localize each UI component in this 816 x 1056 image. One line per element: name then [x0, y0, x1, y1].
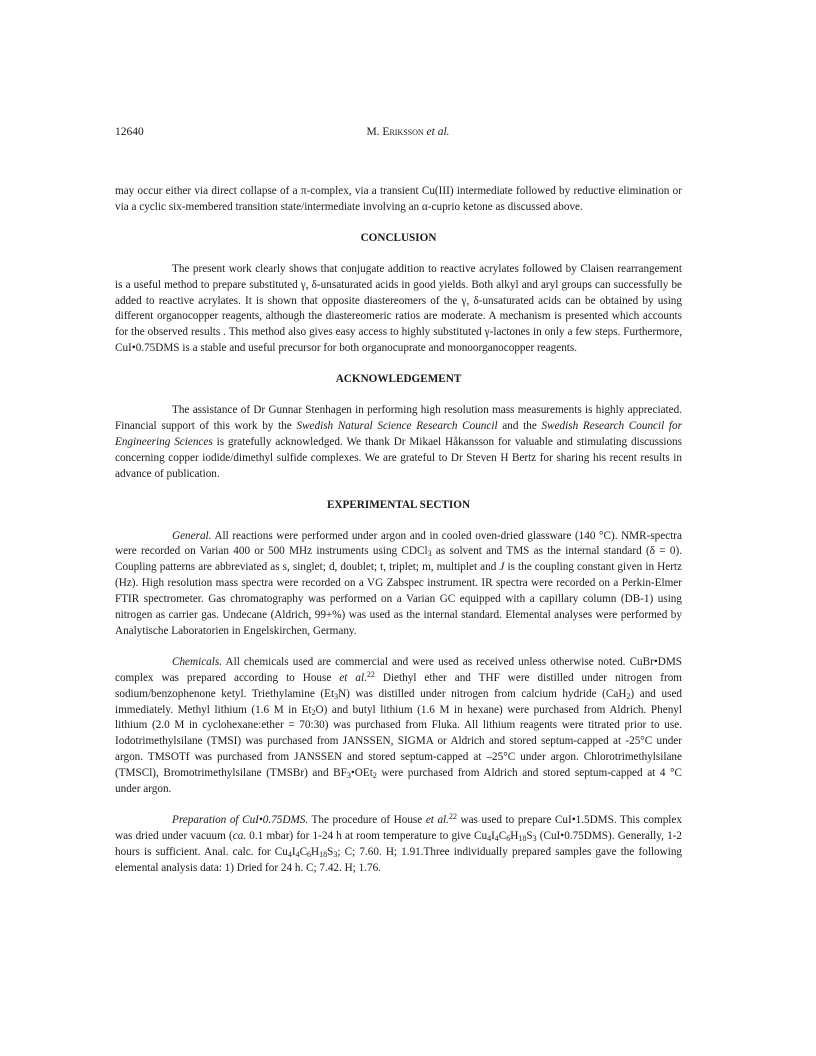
conclusion-paragraph: The present work clearly shows that conjugate addition to reactive acrylates followed by Claisen rearrangement is a useful method to prepare substituted γ, δ-unsaturated acids in good yields. Both alkyl and aryl groups can successfully be added to reactive acrylates. It is shown that opposite diastereomers of the γ, δ-unsaturated acids can be obtained by using different organocopper reagents, although the diastereomeric ratios are moderate. A mechanism is presented which accounts for the observed results . This method also gives easy access to highly substituted γ-lactones in only a few steps. Furthermore, CuI•0.75DMS is a stable and useful precursor for both organocuprate and monoorganocopper reagents.: [115, 262, 682, 355]
article-body: [115, 184, 682, 877]
author-initial: M. E: [366, 126, 390, 138]
page-header: [115, 126, 701, 142]
reference-22: 22: [448, 812, 457, 821]
acknowledgement-heading: ACKNOWLEDGEMENT: [335, 373, 462, 386]
author-surname-rest: riksson: [389, 126, 424, 138]
chemicals-paragraph: Chemicals. All chemicals used are commercial and were used as received unless otherwise noted. CuBr•DMS complex was prepared according to House et al.$^{22}$ Diethyl ether and THF were distilled under nitrogen from sodium/benzophenone ketyl. Triethylamine $(Et_3N)$ was distilled under nitrogen from calcium hydride (CaH$_2$) and used immediately. Methyl lithium (1.6 M in $Et_2O$) and butyl lithium (1.6 M in hexane) were purchased from Aldrich. Phenyl lithium (2.0 M in cyclohexane:ether = 70:30) was purchased from Fluka. All lithium reagents were titrated prior to use. Iodotrimethylsilane (TMSI) was purchased from JANSSEN, SIGMA or Aldrich and stored septum-capped at -25°C under argon. TMSOTf was purchased from JANSSEN and stored septum-capped at –25°C under argon. Chlorotrimethylsilane (TMSCl), Bromotrimethylsilane (TMSBr) and $BF_3•OEt_2$ were purchased from Aldrich and stored septum-capped at 4 °C under argon.: [115, 655, 682, 796]
funding-agency-1: Swedish Natural Science Research Council: [296, 419, 498, 432]
conclusion-heading: CONCLUSION: [360, 231, 437, 244]
reference-22: 22: [366, 669, 375, 679]
page-number: 12640: [115, 126, 144, 138]
preparation-paragraph: Preparation of CuI•0.75DMS. The procedure of House et al.$^{22}$ was used to prepare CuI•1.5DMS. This complex was dried under vacuum (ca. 0.1 mbar) for 1-24 h at room temperature to give $Cu_4I_4C_6H_{18}S_3$ (CuI•0.75DMS). Generally, 1-2 hours is sufficient. Anal. calc. for $Cu_4I_4C_6H_{18}S_3$; C; 7.60. H; 1.91.Three individually prepared samples gave the following elemental analysis data: 1) Dried for 24 h. C; 7.42. H; 1.76.: [115, 812, 683, 874]
funding-agency-2: Swedish Research Council for Engineering Sciences: [115, 419, 682, 448]
experimental-heading: EXPERIMENTAL SECTION: [326, 498, 471, 511]
running-head: [115, 126, 701, 138]
general-label: General.: [172, 529, 212, 542]
acknowledgement-paragraph: The assistance of Dr Gunnar Stenhagen in performing high resolution mass measurements is highly appreciated. Financial support of this work by the Swedish Natural Science Research Council and the Swedish Research Council for Engineering Sciences is gratefully acknowledged. We thank Dr Mikael Håkansson for valuable and stimulating discussions concerning copper iodide/dimethyl sulfide complexes. We are grateful to Dr Steven H Bertz for sharing his recent results in advance of publication.: [115, 404, 682, 480]
preparation-label: Preparation of CuI•0.75DMS.: [172, 814, 309, 826]
et-al: et al.: [426, 126, 450, 138]
chemicals-label: Chemicals.: [172, 655, 223, 668]
general-paragraph: General. All reactions were performed under argon and in cooled oven-dried glassware (140 °C). NMR-spectra were recorded on Varian 400 or 500 MHz instruments using CDCl$_3$ as solvent and TMS as the internal standard (δ = 0). Coupling patterns are abbreviated as s, singlet; d, doublet; t, triplet; m, multiplet and J is the coupling constant given in Hertz (Hz). High resolution mass spectra were recorded on a VG Zabspec instrument. IR spectra were recorded on a Perkin-Elmer FTIR spectrometer. Gas chromatography was performed on a Varian GC equipped with a capillary column (DB-1) using nitrogen as carrier gas. Undecane (Aldrich, 99+%) was used as the internal standard. Elemental analyses were performed by Analytische Laboratorien in Engelskirchen, Germany.: [115, 529, 683, 637]
intro-paragraph: may occur either via direct collapse of a π-complex, via a transient Cu(III) intermediate followed by reductive elimination or via a cyclic six-membered transition state/intermediate involving an α-cuprio ketone as discussed above.: [115, 185, 682, 213]
